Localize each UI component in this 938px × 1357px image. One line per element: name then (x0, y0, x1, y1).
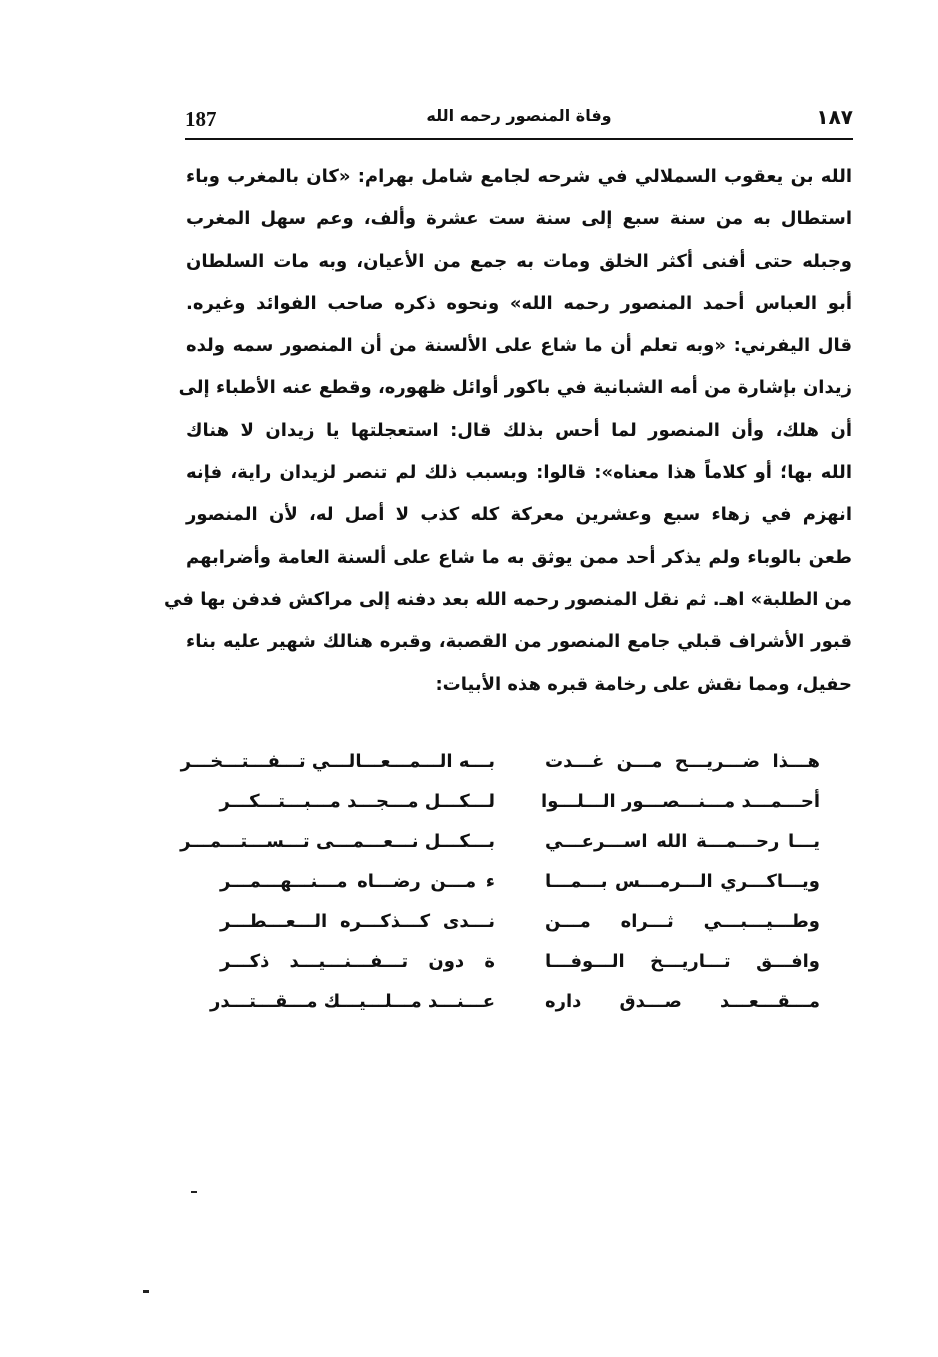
text-line: حفيل، ومما نقش على رخامة قبره هذه الأبيات: (435, 673, 852, 695)
text-line: انهزم في زهاء سبع وعشرين معركة كله كذب لا أصل له، لأن المنصور (186, 504, 852, 526)
text-line: وجبله حتى أفنى أكثر الخلق ومات به جمع من الأعيان، وبه مات السلطان (186, 250, 852, 272)
page-number: 187 (185, 107, 217, 131)
verse-first-hemistich: وافـــق تـــاريـــخ الـــوفـــا (545, 951, 820, 972)
verse-first-hemistich: ويـــاكـــري الـــرمـــس بـــمـــا (545, 871, 820, 892)
text-line: أبو العباس أحمد المنصور رحمه الله» ونحوه ذكره صاحب الفوائد وغيره. (186, 292, 852, 314)
text-line: من الطلبة» اهـ. ثم نقل المنصور رحمه الله بعد دفنه إلى مراكش فدفن بها في (163, 588, 852, 610)
poem-verse (180, 742, 820, 782)
poem-verse (220, 782, 820, 822)
text-line: قال اليفرني: «وبه تعلم أن ما شاع على الألسنة من أن المنصور سمه ولده (186, 335, 852, 357)
scan-speck (143, 1290, 149, 1293)
text-line: طعن بالوباء ولم يذكر أحد ممن يوثق به ما شاع على ألسنة العامة وأضرابهم (186, 546, 852, 568)
verse-second-hemistich: ة دون تـــفـــنـــيـــد ذكـــر (220, 951, 495, 972)
header-rule (185, 138, 853, 140)
verse-first-hemistich: يـــا رحـــمـــة الله اســـرعـــي (545, 831, 820, 852)
scan-speck (191, 1191, 197, 1193)
verse-second-hemistich: عـــنـــد مـــلـــيـــك مـــقـــتـــدر (209, 991, 495, 1012)
poem-verse (220, 942, 820, 982)
verse-second-hemistich: ء مـــن رضـــاه مـــنـــهـــمـــر (220, 871, 495, 892)
verse-second-hemistich: نـــدى كـــذكـــره الـــعـــطـــر (220, 911, 495, 932)
page-header (185, 103, 853, 137)
text-line: قبور الأشراف قبلي جامع المنصور من القصبة، وقبره هنالك شهير عليه بناء (186, 631, 852, 653)
text-line: أن هلك، وأن المنصور لما أحس بذلك قال: استعجلتها يا زيدان لا هناك (186, 419, 852, 441)
verse-second-hemistich: لـــكـــل مـــجـــد مـــبـــتـــكـــر (219, 791, 495, 812)
poem-verse (220, 862, 820, 902)
text-line: زيدان بإشارة من أمه الشبانية في باكور أوائل ظهوره، وقطع عنه الأطباء إلى (178, 377, 852, 399)
verse-first-hemistich: أحـــمـــد مـــنـــصـــور الـــلـــوا (541, 791, 820, 812)
verse-first-hemistich: وطـــيـــبـــي ثـــراه مـــن (545, 911, 820, 932)
verse-first-hemistich: هـــذا ضـــريـــح مـــن غـــدت (545, 751, 820, 772)
poem-verse (220, 902, 820, 942)
page-number-arabic: ١٨٧ (816, 105, 853, 129)
running-title: وفاة المنصور رحمه الله (426, 106, 612, 125)
poem-verse (180, 822, 820, 862)
text-line: الله بها؛ أو كلاماً هذا معناه»: قالوا: وبسبب ذلك لم تنصر لزيدان راية، فإنه (186, 462, 852, 484)
poem (180, 742, 820, 1022)
body-paragraph (163, 156, 852, 706)
verse-first-hemistich: مـــقـــعـــد صـــدق داره (545, 991, 820, 1012)
text-line: استطال به من سنة سبع إلى سنة ست عشرة وألف، وعم سهل المغرب (186, 208, 852, 230)
text-line: الله بن يعقوب السملالي في شرحه لجامع شامل بهرام: «كان بالمغرب وباء (186, 166, 852, 187)
verse-second-hemistich: بـــكـــل نـــعـــمـــى تـــســـتـــمـــر (180, 831, 495, 852)
verse-second-hemistich: بـــه الـــمـــعـــالـــي تـــفـــتـــخـــر (180, 751, 495, 772)
poem-verse (209, 982, 820, 1022)
